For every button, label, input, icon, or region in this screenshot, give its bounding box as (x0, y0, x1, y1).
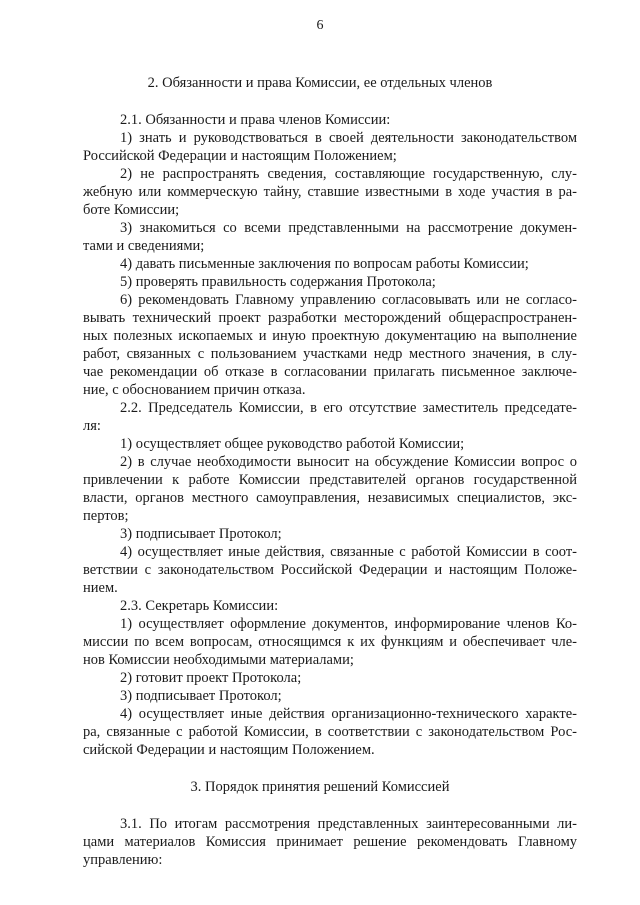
section-3-title: 3. Порядок принятия решений Комиссией (190, 779, 450, 795)
text-line: вывать технический проект разработки месторождений общераспространен- (83, 310, 577, 326)
text-line: 4) осуществляет иные действия организационно-технического характе- (120, 706, 577, 722)
text-line: 5) проверять правильность содержания Протокола; (120, 274, 436, 290)
section-2-title: 2. Обязанности и права Комиссии, ее отдельных членов (147, 75, 493, 91)
text-line: тами и сведениями; (83, 238, 205, 254)
paragraph-2-2-heading: 2.2. Председатель Комиссии, в его отсутствие заместитель председате- (120, 400, 577, 416)
text-line: 3) подписывает Протокол; (120, 526, 282, 542)
text-line: ных полезных ископаемых и иную проектную документацию на выполнение (83, 328, 577, 344)
text-line: 2) не распространять сведения, составляющие государственную, слу- (120, 166, 577, 182)
text-line: управлению: (83, 852, 163, 868)
paragraph-3-1-heading: 3.1. По итогам рассмотрения представленных заинтересованными ли- (120, 816, 577, 832)
text-line: власти, органов местного самоуправления, независимых специалистов, экс- (83, 490, 577, 506)
paragraph-2-3-heading: 2.3. Секретарь Комиссии: (120, 598, 279, 614)
text-line: Российской Федерации и настоящим Положением; (83, 148, 397, 164)
text-line: 2) в случае необходимости выносит на обсуждение Комиссии вопрос о (120, 454, 577, 470)
text-line: 3) подписывает Протокол; (120, 688, 282, 704)
text-line: цами материалов Комиссия принимает решение рекомендовать Главному (83, 834, 577, 850)
text-line: ветствии с законодательством Российской Федерации и настоящим Положе- (83, 562, 577, 578)
text-line: боте Комиссии; (83, 202, 180, 218)
text-line: нием. (83, 580, 118, 596)
text-line: нов Комиссии необходимыми материалами; (83, 652, 354, 668)
text-line: 1) осуществляет общее руководство работой Комиссии; (120, 436, 465, 452)
text-line: чае рекомендации об отказе в согласовании прилагать письменное заключе- (83, 364, 577, 380)
text-line: 3) знакомиться со всеми представленными на рассмотрение докумен- (120, 220, 577, 236)
paragraph-2-1-heading: 2.1. Обязанности и права членов Комиссии: (120, 112, 391, 128)
text-line: работ, связанных с пользованием участками недр местного значения, в слу- (83, 346, 577, 362)
text-line: 4) давать письменные заключения по вопросам работы Комиссии; (120, 256, 529, 272)
text-line: 1) осуществляет оформление документов, информирование членов Ко- (120, 616, 577, 632)
text-line: сийской Федерации и настоящим Положением. (83, 742, 375, 758)
text-line: ля: (83, 418, 101, 434)
text-line: 1) знать и руководствоваться в своей деятельности законодательством (120, 130, 577, 146)
text-line: жебную или коммерческую тайну, ставшие известными в ходе участия в ра- (83, 184, 577, 200)
text-line: пертов; (83, 508, 129, 524)
text-line: ра, связанные с работой Комиссии, в соответствии с законодательством Рос- (83, 724, 577, 740)
text-line: миссии по всем вопросам, относящимся к их функциям и обеспечивает чле- (83, 634, 577, 650)
text-line: 4) осуществляет иные действия, связанные с работой Комиссии в соот- (120, 544, 577, 560)
text-line: привлечении к работе Комиссии представителей органов государственной (83, 472, 577, 488)
text-line: ние, с обоснованием причин отказа. (83, 382, 306, 398)
text-line: 6) рекомендовать Главному управлению согласовывать или не согласо- (120, 292, 577, 308)
page-number: 6 (316, 18, 324, 33)
text-line: 2) готовит проект Протокола; (120, 670, 302, 686)
